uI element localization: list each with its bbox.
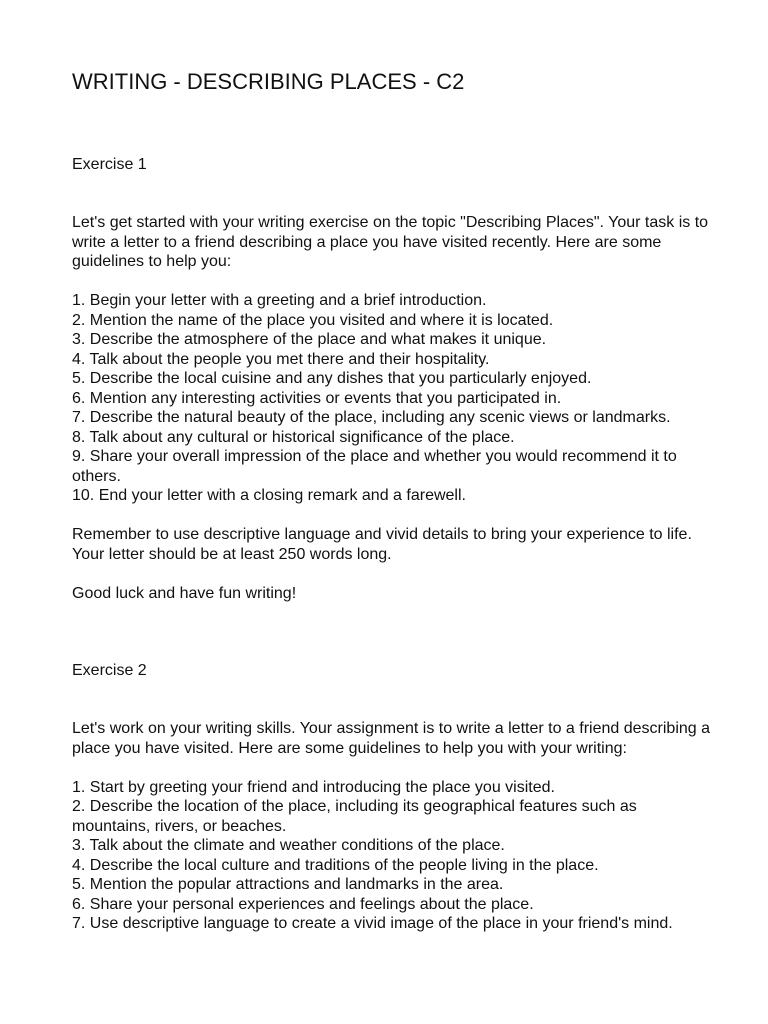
exercise-1-closing: Good luck and have fun writing! [72, 584, 297, 602]
exercise-2-section [72, 661, 712, 953]
guideline-item: 9. Share your overall impression of the place and whether you would recommend it to others. [72, 448, 677, 485]
guideline-item: 5. Describe the local cuisine and any dishes that you particularly enjoyed. [72, 370, 592, 387]
guideline-item: 7. Use descriptive language to create a vivid image of the place in your friend's mind. [72, 915, 673, 932]
exercise-2-guidelines [72, 778, 712, 934]
document-title: WRITING - DESCRIBING PLACES - C2 [72, 69, 465, 94]
exercise-2-intro: Let's work on your writing skills. Your assignment is to write a letter to a friend describing a place you have visited. Here are some guidelines to help you with your writing: [72, 720, 711, 757]
guideline-item: 6. Mention any interesting activities or events that you participated in. [72, 389, 562, 407]
guideline-item: 5. Mention the popular attractions and landmarks in the area. [72, 876, 504, 893]
guideline-item: 8. Talk about any cultural or historical significance of the place. [72, 428, 515, 446]
guideline-item: 6. Share your personal experiences and feelings about the place. [72, 895, 534, 913]
guideline-item: 4. Describe the local culture and traditions of the people living in the place. [72, 856, 599, 874]
guideline-item: 7. Describe the natural beauty of the place, including any scenic views or landmarks. [72, 409, 671, 426]
guideline-item: 1. Start by greeting your friend and introducing the place you visited. [72, 778, 555, 796]
exercise-1-reminder: Remember to use descriptive language and vivid details to bring your experience to life. Your letter should be at least 250 words long. [72, 526, 692, 563]
exercise-1-section [72, 155, 712, 623]
exercise-1-heading: Exercise 1 [72, 156, 147, 173]
exercise-1-guidelines [72, 291, 712, 506]
guideline-item: 3. Talk about the climate and weather conditions of the place. [72, 837, 505, 854]
guideline-item: 2. Mention the name of the place you visited and where it is located. [72, 311, 554, 329]
guideline-item: 10. End your letter with a closing remark and a farewell. [72, 487, 466, 504]
guideline-item: 1. Begin your letter with a greeting and a brief introduction. [72, 292, 487, 309]
exercise-2-heading: Exercise 2 [72, 662, 147, 679]
guideline-item: 3. Describe the atmosphere of the place and what makes it unique. [72, 331, 547, 348]
exercise-1-intro: Let's get started with your writing exercise on the topic "Describing Places". Your task is to write a letter to a friend describing a place you have visited recently. Here are some guidelines to help you: [72, 214, 709, 270]
guideline-item: 2. Describe the location of the place, including its geographical features such as mountains, rivers, or beaches. [72, 798, 637, 835]
guideline-item: 4. Talk about the people you met there and their hospitality. [72, 350, 490, 368]
